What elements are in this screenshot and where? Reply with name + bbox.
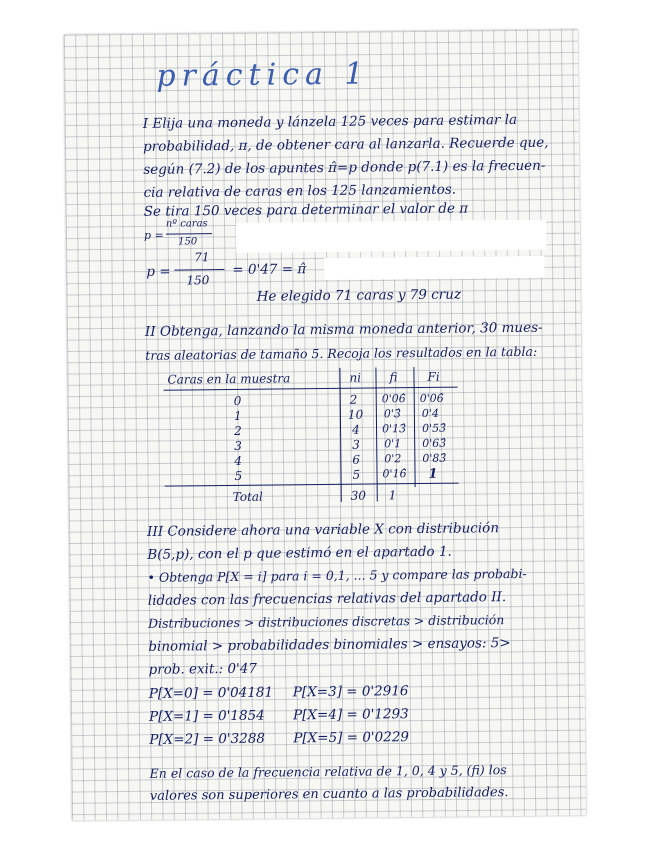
part1-line-2: probabilidad, π, de obtener cara al lanzarla. Recuerde que, [142, 134, 549, 155]
calc-fraction-bar [174, 269, 224, 271]
table-header-ni: ni [349, 370, 362, 385]
row-1-caras: 1 [233, 408, 242, 423]
chosen-result: He elegido 71 caras y 79 cruz [256, 286, 462, 305]
row-2-ni: 4 [351, 422, 360, 437]
row-4-caras: 4 [234, 453, 243, 468]
notebook-page [64, 29, 586, 820]
row-3-ni: 3 [352, 437, 360, 452]
row-3-caras: 3 [234, 438, 242, 453]
formula-denominator: 150 [178, 236, 198, 248]
row-5-caras: 5 [234, 468, 243, 483]
part3-line-3: • Obtenga P[X = i] para i = 0,1, ... 5 y compare las probabi- [147, 565, 527, 585]
row-1-fi: 0'3̂ [383, 407, 401, 421]
prob-x-5: P[X=5] = 0'0229 [293, 729, 410, 747]
row-1-ni: 10 [347, 407, 364, 422]
part3-line-2: B(5,p), con el p que estimó en el apartado 1. [147, 543, 452, 563]
part3-line-4: lidades con las frecuencias relativas del apartado II. [147, 589, 507, 609]
table-col-rule-3 [413, 367, 415, 487]
row-4-fi: 0'2 [384, 452, 402, 466]
prob-x-3: P[X=3] = 0'2916 [292, 683, 409, 701]
table-header-fi: fi [389, 370, 398, 385]
page-title: práctica 1 [156, 56, 370, 94]
part2-line-1: II Obtenga, lanzando la misma moneda anterior, 30 mues- [144, 319, 543, 340]
formula-p-label: p = [143, 228, 164, 242]
formula-fraction-bar [166, 233, 212, 234]
row-2-fi: 0'13̂ [381, 422, 407, 436]
part1-line-4: cia relativa de caras en los 125 lanzamientos. [143, 181, 457, 201]
calc-p-label: p = [146, 263, 171, 280]
row-5-ni: 5 [352, 467, 361, 482]
part1-line-3: según (7.2) de los apuntes π̂=p donde p(7.1) es la frecuen- [143, 157, 546, 178]
prob-x-2: P[X=2] = 0'3288 [149, 730, 266, 748]
table-header-caras: Caras en la muestra [167, 371, 291, 387]
row-5-Fi: 1 [428, 466, 438, 482]
row-2-caras: 2 [233, 423, 242, 438]
row-0-Fi: 0'06̂ [419, 391, 444, 406]
part1-line-5: Se tira 150 veces para determinar el valor de π [143, 200, 469, 220]
part3-line-1: III Considere ahora una variable X con distribución [147, 520, 500, 540]
row-1-Fi: 0'4 [421, 406, 439, 420]
row-3-Fi: 0'63̂ [422, 436, 447, 450]
prob-x-1: P[X=1] = 0'1854 [148, 707, 265, 725]
conclusion-line-1: En el caso de la frecuencia relativa de 1, 0, 4 y 5, (fi) los [149, 762, 507, 781]
total-fi: 1 [388, 488, 397, 503]
total-ni: 30 [350, 488, 367, 503]
part1-line-1: I Elija una moneda y lánzela 125 veces para estimar la [142, 111, 518, 132]
calc-denominator: 150 [186, 273, 210, 288]
prob-x-4: P[X=4] = 0'1293 [292, 706, 409, 724]
row-0-caras: 0 [233, 393, 242, 408]
conclusion-line-2: valores son superiores en cuanto a las probabilidades. [149, 785, 509, 804]
row-0-ni: 2 [349, 392, 358, 407]
row-4-ni: 6 [352, 452, 361, 467]
row-5-fi: 0'16̂ [382, 467, 407, 481]
formula-numerator: nº caras [165, 218, 208, 230]
table-header-Fi: Fi [427, 369, 440, 384]
calc-result: = 0'47 = π̂ [232, 261, 307, 278]
part2-line-2: tras aleatorias de tamaño 5. Recoja los resultados en la tabla: [145, 343, 538, 363]
row-4-Fi: 0'83̂ [422, 451, 447, 465]
row-3-fi: 0'1 [384, 437, 402, 451]
row-2-Fi: 0'53̂ [421, 421, 447, 435]
redacted-area-2 [324, 256, 544, 280]
calc-numerator: 71 [194, 250, 210, 265]
part3-line-6: binomial > probabilidades binomiales > ensayos: 5> [148, 635, 511, 655]
part3-line-7: prob. exit.: 0'47 [148, 660, 258, 678]
part3-line-5: Distribuciones > distribuciones discretas > distribución [147, 612, 505, 631]
redacted-area [236, 220, 546, 253]
prob-x-0: P[X=0] = 0'04181 [148, 684, 274, 702]
row-0-fi: 0'06̂ [381, 392, 406, 406]
total-label: Total [232, 489, 263, 504]
